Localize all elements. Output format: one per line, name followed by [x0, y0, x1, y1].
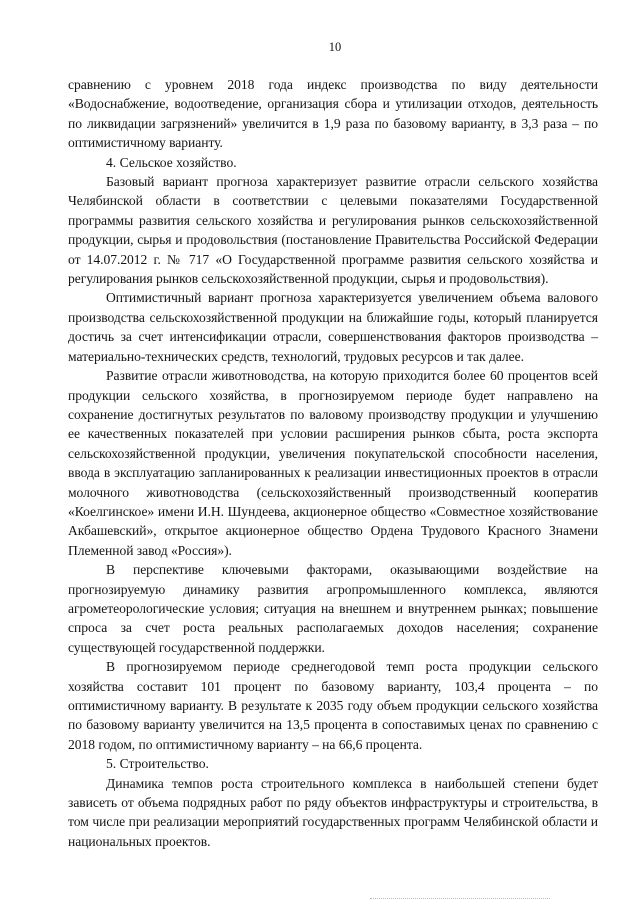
paragraph-construction-dynamics: Динамика темпов роста строительного комплекса в наибольшей степени будет зависеть от объема подрядных работ по ряду объектов инфраструктуры и строительства, в том числе при реализации мероприятий государственных программ Челябинской области и национальных проектов. — [68, 775, 598, 849]
paragraph-growth-rate-forecast: В прогнозируемом периоде среднегодовой темп роста продукции сельского хозяйства составит 101 процент по базовому варианту, 103,4 процента – по оптимистичному варианту. В результате к 2035 году объем продукции сельского хозяйства по базовому варианту увеличится на 13,5 процента в сопоставимых ценах по сравнению с 2018 годом, по оптимистичному варианту – на 66,6 процента. — [68, 659, 598, 752]
paragraph-livestock-development: Развитие отрасли животноводства, на которую приходится более 60 процентов всей продукции сельского хозяйства, в прогнозируемом периоде будет направлено на сохранение достигнутых результатов по валовому производству продукции и улучшению ее качественных показателей при условии расширения рынков сбыта, роста экспорта сельскохозяйственной продукции, увеличения покупательской способности населения, ввода в эксплуатацию запланированных к реализации инвестиционных проектов в отрасли молочного животноводства (сельскохозяйственный производственный кооператив «Коелгинское» имени И.Н. Шундеева, акционерное общество «Совместное хозяйствование Акбашевский», открытое акционерное общество Ордена Трудового Красного Знамени Племенной завод «Россия»). — [68, 368, 598, 558]
page-number: 10 — [328, 40, 342, 54]
section-heading-construction: 5. Строительство. — [106, 756, 209, 772]
section-heading-agriculture: 4. Сельское хозяйство. — [106, 154, 237, 170]
paragraph-agriculture-base-scenario: Базовый вариант прогноза характеризует развитие отрасли сельского хозяйства Челябинской области в соответствии с целевыми показателями Государственной программы развития сельского хозяйства и регулирования рынков сельскохозяйственной продукции, сырья и продовольствия (постановление Правительства Российской Федерации от 14.07.2012 г. № 717 «О Государственной программе развития сельского хозяйства и регулирования рынков сельскохозяйственной продукции, сырья и продовольствия). — [68, 174, 598, 287]
paragraph-key-factors: В перспективе ключевыми факторами, оказывающими воздействие на прогнозируемую динамику развития агропромышленного комплекса, являются агрометеорологические условия; ситуация на внешнем и внутреннем рынках; повышение спроса за счет роста реальных располагаемых доходов населения; сохранение существующей государственной поддержки. — [68, 562, 598, 655]
scan-artifact-dotted-line — [370, 897, 550, 899]
paragraph-water-supply-index: сравнению с уровнем 2018 года индекс производства по виду деятельности «Водоснабжение, водоотведение, организация сбора и утилизации отходов, деятельность по ликвидации загрязнений» увеличится в 1,9 раза по базовому варианту, в 3,3 раза – по оптимистичному варианту. — [68, 77, 598, 151]
paragraph-agriculture-optimistic-scenario: Оптимистичный вариант прогноза характеризуется увеличением объема валового производства сельскохозяйственной продукции на ближайшие годы, который планируется достичь за счет интенсификации отрасли, совершенствования факторов производства – материально-технических средств, технологий, трудовых ресурсов и так далее. — [68, 290, 598, 364]
